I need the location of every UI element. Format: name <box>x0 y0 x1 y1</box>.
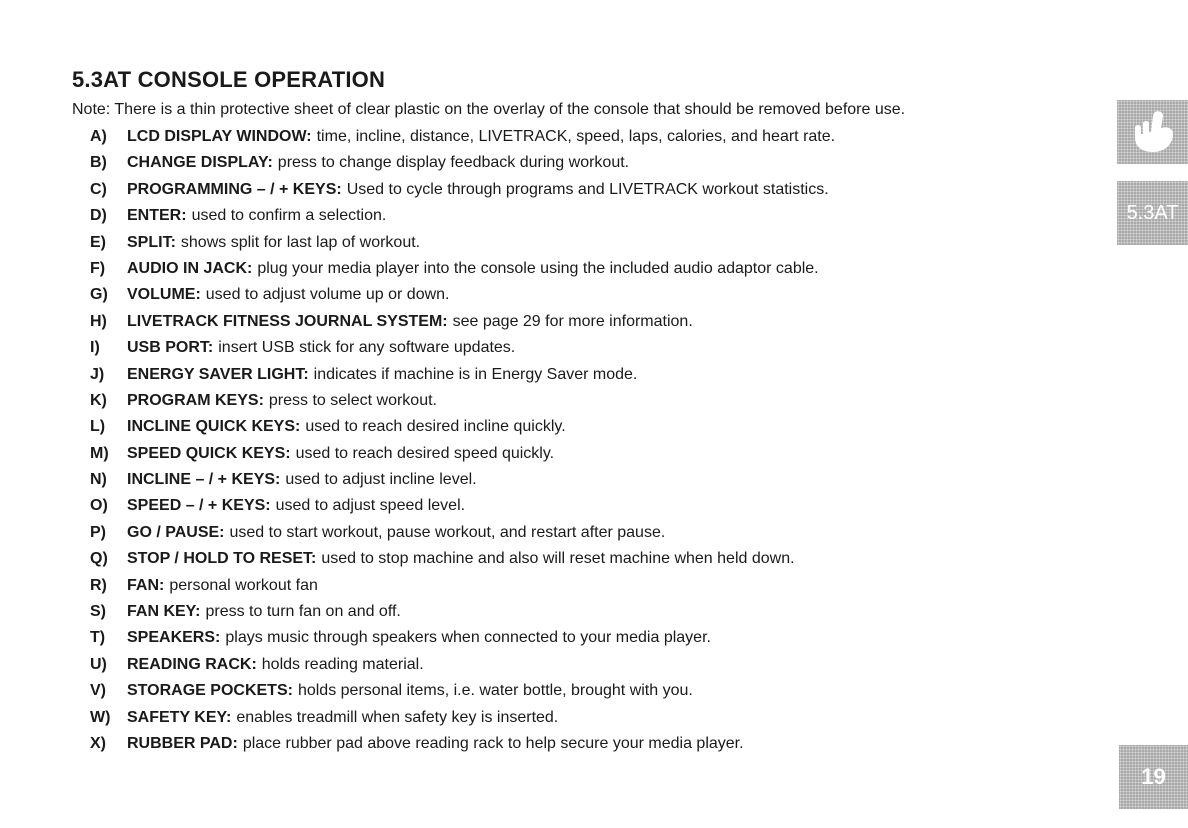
item-description: holds personal items, i.e. water bottle, brought with you. <box>297 682 693 700</box>
item-letter: O) <box>90 497 108 515</box>
item-letter: X) <box>90 734 106 752</box>
item-description: used to adjust incline level. <box>285 471 477 489</box>
list-item <box>90 705 835 731</box>
item-letter: V) <box>90 682 106 700</box>
item-letter: T) <box>90 629 106 647</box>
item-letter: G) <box>90 286 108 304</box>
list-item <box>90 256 835 282</box>
item-letter: L) <box>90 418 106 436</box>
item-letter: S) <box>90 603 106 621</box>
item-term: SPEED QUICK KEYS: <box>127 444 291 462</box>
list-item <box>90 731 835 757</box>
item-letter: J) <box>90 365 105 383</box>
item-description: press to select workout. <box>268 391 437 409</box>
page-number: 19 <box>1141 764 1166 789</box>
item-term: SPLIT: <box>127 233 176 251</box>
item-letter: D) <box>90 207 107 225</box>
list-item <box>90 362 835 388</box>
item-term: ENERGY SAVER LIGHT: <box>127 365 309 383</box>
item-term: VOLUME: <box>127 286 201 304</box>
list-item <box>90 441 835 467</box>
item-term: GO / PAUSE: <box>127 523 225 541</box>
item-term: LCD DISPLAY WINDOW: <box>127 128 312 145</box>
section-tab <box>1117 181 1188 245</box>
item-letter: W) <box>90 708 111 726</box>
item-description: time, incline, distance, LIVETRACK, speed, laps, calories, and heart rate. <box>316 128 836 145</box>
item-description: see page 29 for more information. <box>452 312 693 330</box>
list-item <box>90 520 835 546</box>
list-item <box>90 599 835 625</box>
item-description: holds reading material. <box>261 655 424 673</box>
item-term: ENTER: <box>127 207 187 225</box>
list-item <box>90 309 835 335</box>
item-description: used to reach desired incline quickly. <box>305 418 566 436</box>
list-item <box>90 678 835 704</box>
list-item <box>90 203 835 229</box>
item-description: enables treadmill when safety key is inserted. <box>236 708 559 726</box>
list-item <box>90 388 835 414</box>
item-letter: E) <box>90 233 106 251</box>
item-term: READING RACK: <box>127 655 257 673</box>
item-letter: C) <box>90 180 107 198</box>
item-description: used to start workout, pause workout, and restart after pause. <box>229 523 666 541</box>
item-letter: A) <box>90 128 107 145</box>
list-item <box>90 414 835 440</box>
item-term: SPEED – / + KEYS: <box>127 497 271 515</box>
item-term: STOP / HOLD TO RESET: <box>127 550 317 568</box>
item-term: SAFETY KEY: <box>127 708 232 726</box>
list-item <box>90 282 835 308</box>
item-description: used to confirm a selection. <box>191 207 387 225</box>
list-item <box>90 124 835 150</box>
list-item <box>90 230 835 256</box>
item-letter: M) <box>90 444 109 462</box>
item-term: PROGRAM KEYS: <box>127 391 264 409</box>
item-term: PROGRAMMING – / + KEYS: <box>127 180 342 198</box>
item-letter: R) <box>90 576 107 594</box>
item-letter: Q) <box>90 550 108 568</box>
list-item <box>90 546 835 572</box>
item-description: plug your media player into the console using the included audio adaptor cable. <box>257 259 819 277</box>
list-item <box>90 573 835 599</box>
note-text: Note: There is a thin protective sheet of clear plastic on the overlay of the console that should be removed before use. <box>72 101 906 118</box>
item-letter: F) <box>90 259 106 277</box>
item-description: personal workout fan <box>169 576 318 594</box>
item-letter: P) <box>90 523 106 541</box>
item-term: FAN KEY: <box>127 603 201 621</box>
item-description: place rubber pad above reading rack to help secure your media player. <box>242 734 744 752</box>
item-term: SPEAKERS: <box>127 629 221 647</box>
item-description: used to stop machine and also will reset machine when held down. <box>321 550 795 568</box>
item-term: USB PORT: <box>127 339 214 357</box>
list-item <box>90 177 835 203</box>
item-term: AUDIO IN JACK: <box>127 259 253 277</box>
item-letter: I) <box>90 339 100 357</box>
chapter-icon-tab <box>1117 100 1188 164</box>
item-letter: N) <box>90 471 107 489</box>
page-title: 5.3AT CONSOLE OPERATION <box>72 67 386 92</box>
list-item <box>90 335 835 361</box>
item-term: LIVETRACK FITNESS JOURNAL SYSTEM: <box>127 312 448 330</box>
item-description: indicates if machine is in Energy Saver mode. <box>313 365 638 383</box>
list-item <box>90 467 835 493</box>
item-term: INCLINE – / + KEYS: <box>127 471 281 489</box>
list-item <box>90 150 835 176</box>
item-description: plays music through speakers when connected to your media player. <box>225 629 711 647</box>
item-term: FAN: <box>127 576 165 594</box>
item-description: press to turn fan on and off. <box>205 603 401 621</box>
page-number-tab <box>1119 745 1188 809</box>
item-letter: H) <box>90 312 107 330</box>
list-item <box>90 625 835 651</box>
list-item <box>90 652 835 678</box>
item-description: insert USB stick for any software updates. <box>218 339 516 357</box>
item-term: INCLINE QUICK KEYS: <box>127 418 301 436</box>
item-description: press to change display feedback during workout. <box>277 154 630 172</box>
section-tab-label: 5.3AT <box>1126 201 1179 224</box>
item-term: CHANGE DISPLAY: <box>127 154 273 172</box>
feature-list <box>90 124 835 757</box>
hand-pointing-icon <box>1125 106 1181 158</box>
item-term: STORAGE POCKETS: <box>127 682 293 700</box>
item-letter: K) <box>90 391 107 409</box>
item-description: shows split for last lap of workout. <box>180 233 421 251</box>
item-description: used to reach desired speed quickly. <box>295 444 555 462</box>
item-description: used to adjust speed level. <box>275 497 466 515</box>
item-letter: B) <box>90 154 107 172</box>
item-description: used to adjust volume up or down. <box>205 286 450 304</box>
list-item <box>90 493 835 519</box>
item-letter: U) <box>90 655 107 673</box>
item-description: Used to cycle through programs and LIVETRACK workout statistics. <box>346 180 829 198</box>
item-term: RUBBER PAD: <box>127 734 238 752</box>
